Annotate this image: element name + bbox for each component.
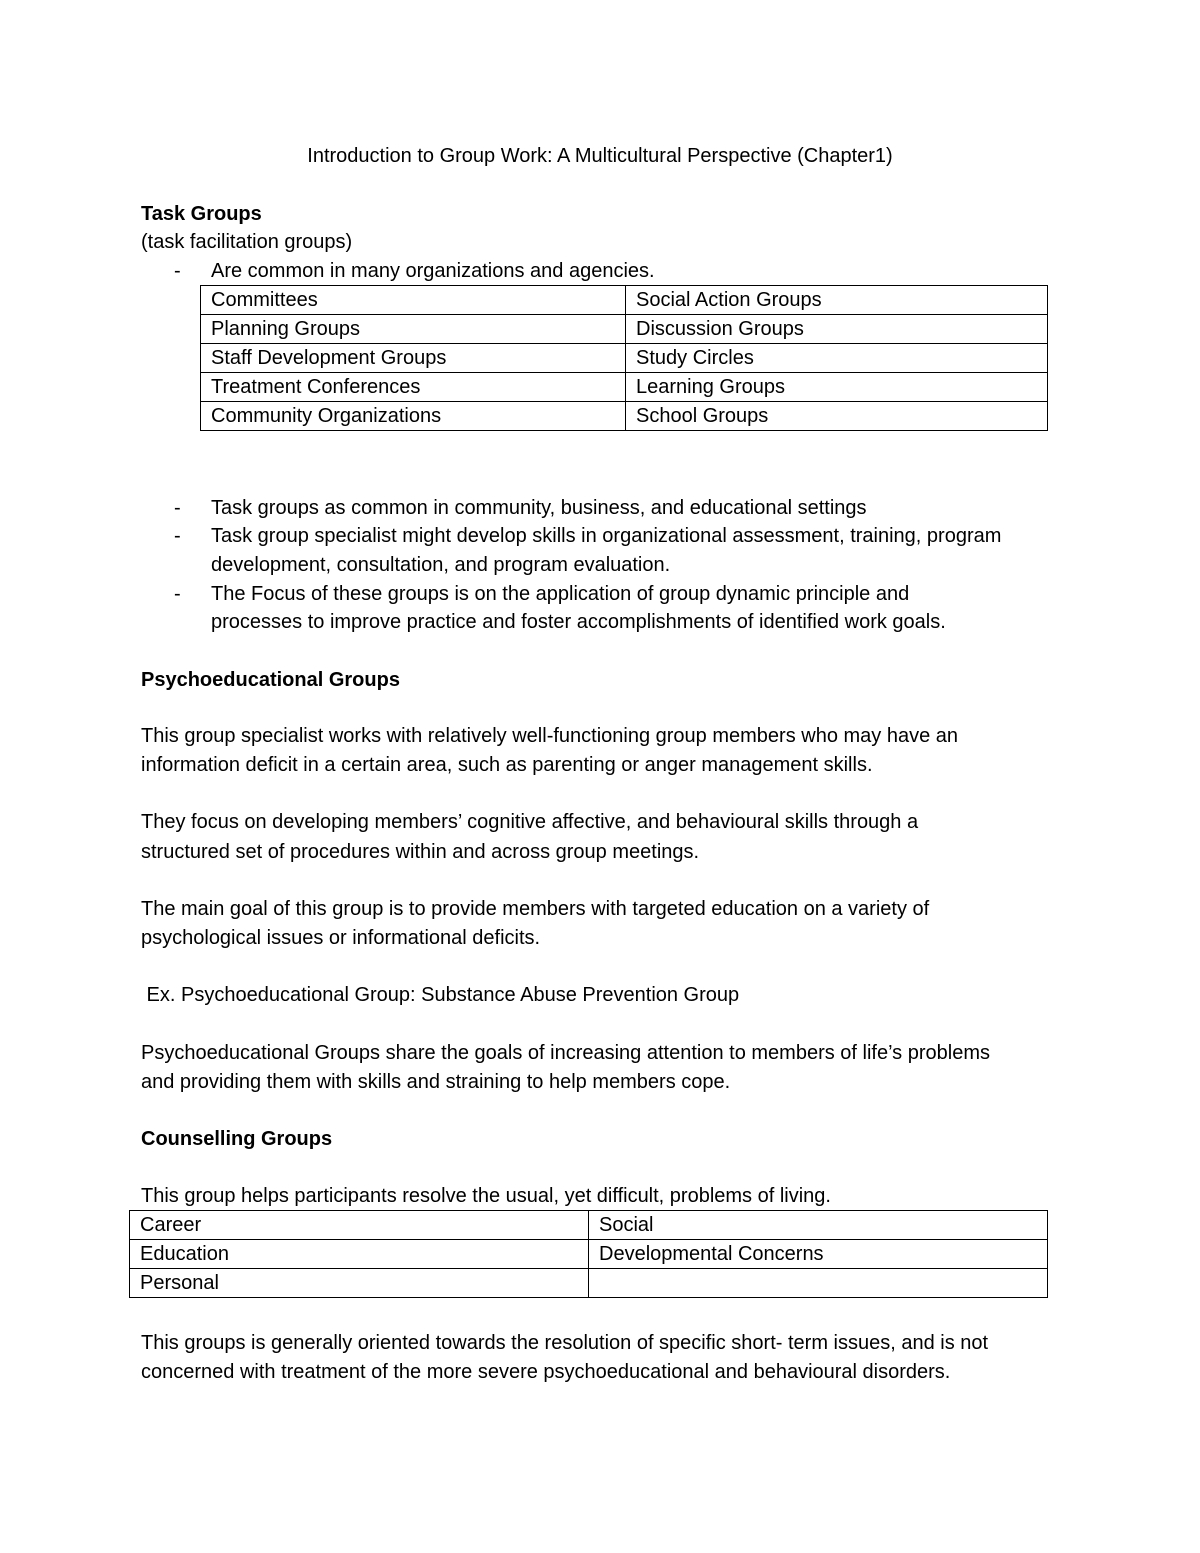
paragraph-line: psychological issues or informational deficits. bbox=[141, 927, 541, 949]
table-cell: Study Circles bbox=[626, 344, 1048, 373]
task-groups-bullet: Task groups as common in community, business, and educational settings bbox=[211, 497, 867, 519]
table-row bbox=[130, 1211, 1048, 1240]
table-cell: Social bbox=[589, 1211, 1048, 1240]
table-cell: Personal bbox=[130, 1269, 589, 1298]
paragraph-line: This groups is generally oriented towards the resolution of specific short- term issues, and is not bbox=[141, 1332, 989, 1354]
task-groups-bullet-intro: Are common in many organizations and agencies. bbox=[211, 260, 655, 282]
task-groups-heading: Task Groups bbox=[141, 203, 262, 225]
table-cell: Treatment Conferences bbox=[201, 373, 626, 402]
paragraph-line: They focus on developing members’ cognitive affective, and behavioural skills through a bbox=[141, 811, 919, 833]
table-cell: School Groups bbox=[626, 402, 1048, 431]
task-groups-bullet: Task group specialist might develop skills in organizational assessment, training, program bbox=[211, 525, 1002, 547]
paragraph-line: and providing them with skills and straining to help members cope. bbox=[141, 1071, 731, 1093]
bullet-dash: - bbox=[174, 583, 181, 605]
bullet-dash: - bbox=[174, 525, 181, 547]
paragraph-line: Psychoeducational Groups share the goals of increasing attention to members of life’s problems bbox=[141, 1042, 990, 1064]
table-cell bbox=[589, 1269, 1048, 1298]
paragraph-line: This group specialist works with relatively well-functioning group members who may have an bbox=[141, 725, 959, 747]
table-cell: Education bbox=[130, 1240, 589, 1269]
task-groups-bullet-continued: development, consultation, and program evaluation. bbox=[211, 554, 671, 576]
task-groups-bullet-continued: processes to improve practice and foster accomplishments of identified work goals. bbox=[211, 611, 946, 633]
table-row bbox=[130, 1240, 1048, 1269]
task-groups-subheading: (task facilitation groups) bbox=[141, 231, 353, 253]
psychoeducational-heading: Psychoeducational Groups bbox=[141, 669, 400, 691]
table-row bbox=[201, 344, 1048, 373]
task-groups-bullet: The Focus of these groups is on the application of group dynamic principle and bbox=[211, 583, 910, 605]
counselling-heading: Counselling Groups bbox=[141, 1128, 333, 1150]
task-groups-table bbox=[200, 285, 1048, 431]
paragraph-line: concerned with treatment of the more severe psychoeducational and behavioural disorders. bbox=[141, 1361, 951, 1383]
table-row bbox=[201, 373, 1048, 402]
counselling-table bbox=[129, 1210, 1048, 1298]
table-row bbox=[201, 315, 1048, 344]
table-cell: Community Organizations bbox=[201, 402, 626, 431]
table-cell: Staff Development Groups bbox=[201, 344, 626, 373]
example-line: Ex. Psychoeducational Group: Substance Abuse Prevention Group bbox=[141, 984, 740, 1006]
bullet-dash: - bbox=[174, 497, 181, 519]
table-row bbox=[201, 286, 1048, 315]
bullet-dash: - bbox=[174, 260, 181, 282]
table-row bbox=[201, 402, 1048, 431]
paragraph-line: structured set of procedures within and across group meetings. bbox=[141, 841, 700, 863]
table-cell: Planning Groups bbox=[201, 315, 626, 344]
table-row bbox=[130, 1269, 1048, 1298]
paragraph-line: information deficit in a certain area, such as parenting or anger management skills. bbox=[141, 754, 873, 776]
paragraph-line: The main goal of this group is to provide members with targeted education on a variety of bbox=[141, 898, 930, 920]
counselling-intro: This group helps participants resolve the usual, yet difficult, problems of living. bbox=[141, 1185, 831, 1207]
table-cell: Learning Groups bbox=[626, 373, 1048, 402]
table-cell: Career bbox=[130, 1211, 589, 1240]
table-cell: Social Action Groups bbox=[626, 286, 1048, 315]
table-cell: Discussion Groups bbox=[626, 315, 1048, 344]
table-cell: Developmental Concerns bbox=[589, 1240, 1048, 1269]
page-title: Introduction to Group Work: A Multicultural Perspective (Chapter1) bbox=[307, 145, 893, 167]
table-cell: Committees bbox=[201, 286, 626, 315]
